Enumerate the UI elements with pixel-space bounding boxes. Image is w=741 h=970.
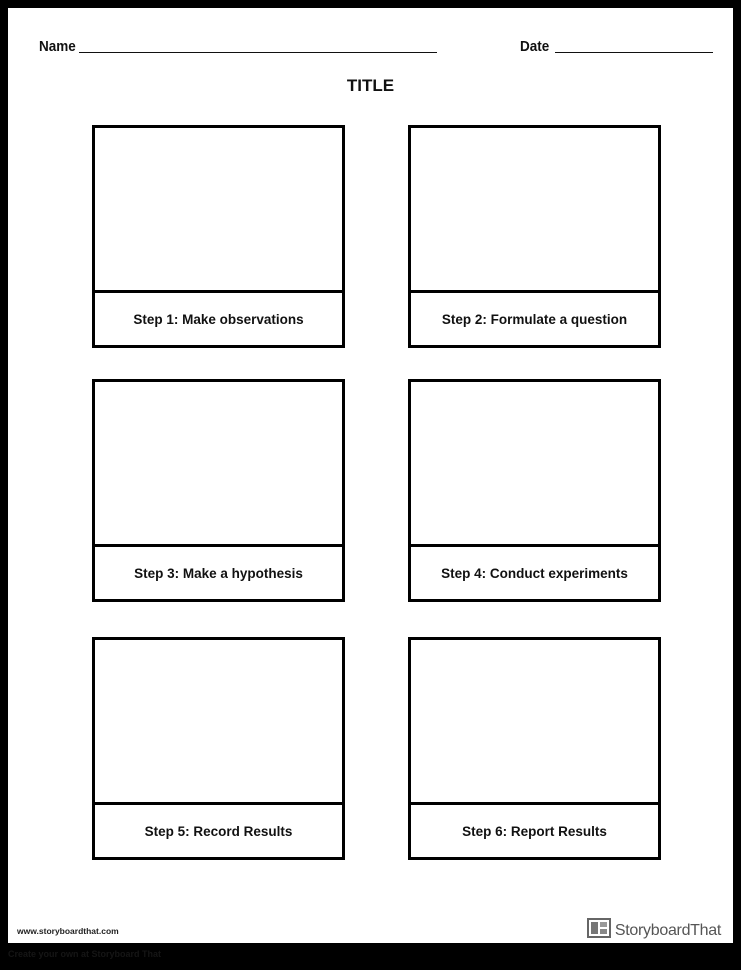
cell-2-drawing-area <box>411 128 658 293</box>
cell-4-drawing-area <box>411 382 658 547</box>
cell-5-caption: Step 5: Record Results <box>144 823 293 839</box>
cell-3-drawing-area <box>95 382 342 547</box>
cell-5-drawing-area <box>95 640 342 805</box>
cell-1-drawing-area <box>95 128 342 293</box>
create-your-own-note[interactable]: Create your own at Storyboard That <box>8 949 162 959</box>
storyboard-cell-4 <box>408 379 661 602</box>
name-field[interactable] <box>79 52 437 53</box>
page-title: TITLE <box>346 76 395 95</box>
worksheet-page <box>8 8 733 943</box>
storyboard-cell-3 <box>92 379 345 602</box>
cell-3-caption: Step 3: Make a hypothesis <box>134 565 303 581</box>
cell-6-caption: Step 6: Report Results <box>462 823 607 839</box>
storyboard-logo-icon <box>587 918 611 943</box>
footer-url: www.storyboardthat.com <box>17 926 119 936</box>
cell-2-caption: Step 2: Formulate a question <box>441 311 628 327</box>
storyboard-cell-5 <box>92 637 345 860</box>
storyboard-cell-1 <box>92 125 345 348</box>
storyboard-cell-6 <box>408 637 661 860</box>
date-field[interactable] <box>555 52 713 53</box>
storyboard-cell-2 <box>408 125 661 348</box>
date-label: Date <box>520 38 550 55</box>
logo-text: StoryboardThat <box>614 921 721 939</box>
cell-1-caption: Step 1: Make observations <box>133 311 304 327</box>
storyboardthat-logo <box>587 918 721 943</box>
cell-6-drawing-area <box>411 640 658 805</box>
name-label: Name <box>39 38 76 55</box>
cell-4-caption: Step 4: Conduct experiments <box>441 565 628 581</box>
